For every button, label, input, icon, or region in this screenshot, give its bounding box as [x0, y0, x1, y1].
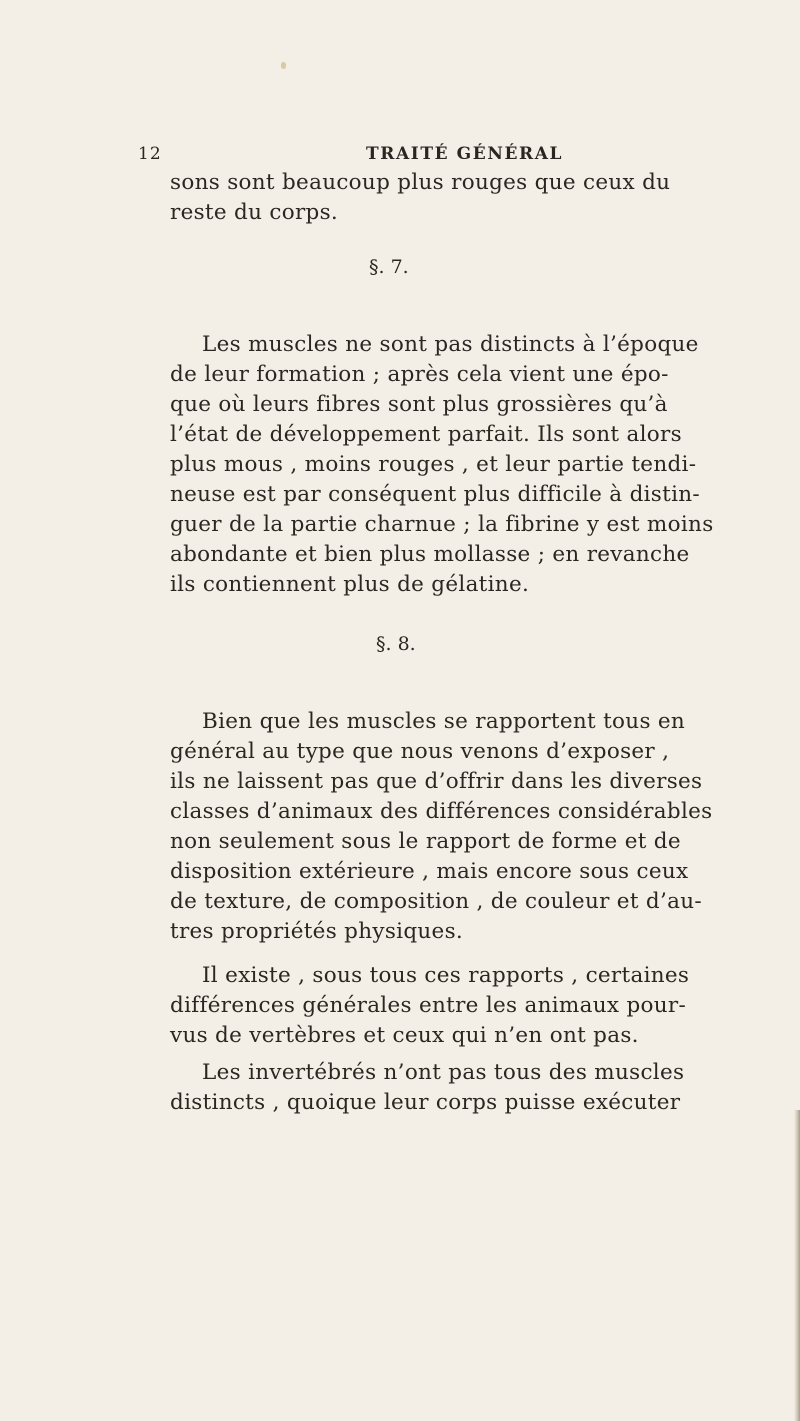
page-edge-shadow: [794, 1110, 800, 1421]
text-line: plus mous , moins rouges , et leur partie tendi-: [170, 452, 697, 477]
text-line: l’état de développement parfait. Ils sont alors: [170, 422, 682, 447]
text-line: général au type que nous venons d’exposer ,: [170, 739, 670, 764]
text-line: Bien que les muscles se rapportent tous en: [202, 709, 686, 734]
running-head: TRAITÉ GÉNÉRAL: [366, 144, 564, 164]
text-line: de texture, de composition , de couleur et d’au-: [170, 889, 702, 914]
text-line: classes d’animaux des différences considérables: [170, 799, 713, 824]
text-line: abondante et bien plus mollasse ; en revanche: [170, 542, 690, 567]
text-line: non seulement sous le rapport de forme et de: [170, 829, 681, 854]
text-line: Les invertébrés n’ont pas tous des muscles: [202, 1060, 685, 1085]
text-line: vus de vertèbres et ceux qui n’en ont pas.: [170, 1023, 639, 1048]
text-line: tres propriétés physiques.: [170, 919, 464, 944]
text-line: neuse est par conséquent plus difficile à distin-: [170, 482, 700, 507]
text-line: de leur formation ; après cela vient une épo-: [170, 362, 669, 387]
page-number: 12: [138, 144, 162, 164]
text-line: reste du corps.: [170, 200, 339, 225]
section-heading-8: §. 8.: [376, 633, 416, 655]
text-line: Il existe , sous tous ces rapports , certaines: [202, 963, 690, 988]
text-line: Les muscles ne sont pas distincts à l’époque: [202, 332, 699, 357]
section-heading-7: §. 7.: [369, 256, 409, 278]
text-line: différences générales entre les animaux pour-: [170, 993, 687, 1018]
text-line: disposition extérieure , mais encore sous ceux: [170, 859, 689, 884]
text-line: ils ne laissent pas que d’offrir dans les diverses: [170, 769, 703, 794]
text-line: que où leurs fibres sont plus grossières qu’à: [170, 392, 668, 417]
text-line: ils contiennent plus de gélatine.: [170, 572, 530, 597]
text-line: sons sont beaucoup plus rouges que ceux du: [170, 170, 671, 195]
paper-stain: [281, 62, 286, 69]
text-line: guer de la partie charnue ; la fibrine y est moins: [170, 512, 714, 537]
text-line: distincts , quoique leur corps puisse exécuter: [170, 1090, 681, 1115]
